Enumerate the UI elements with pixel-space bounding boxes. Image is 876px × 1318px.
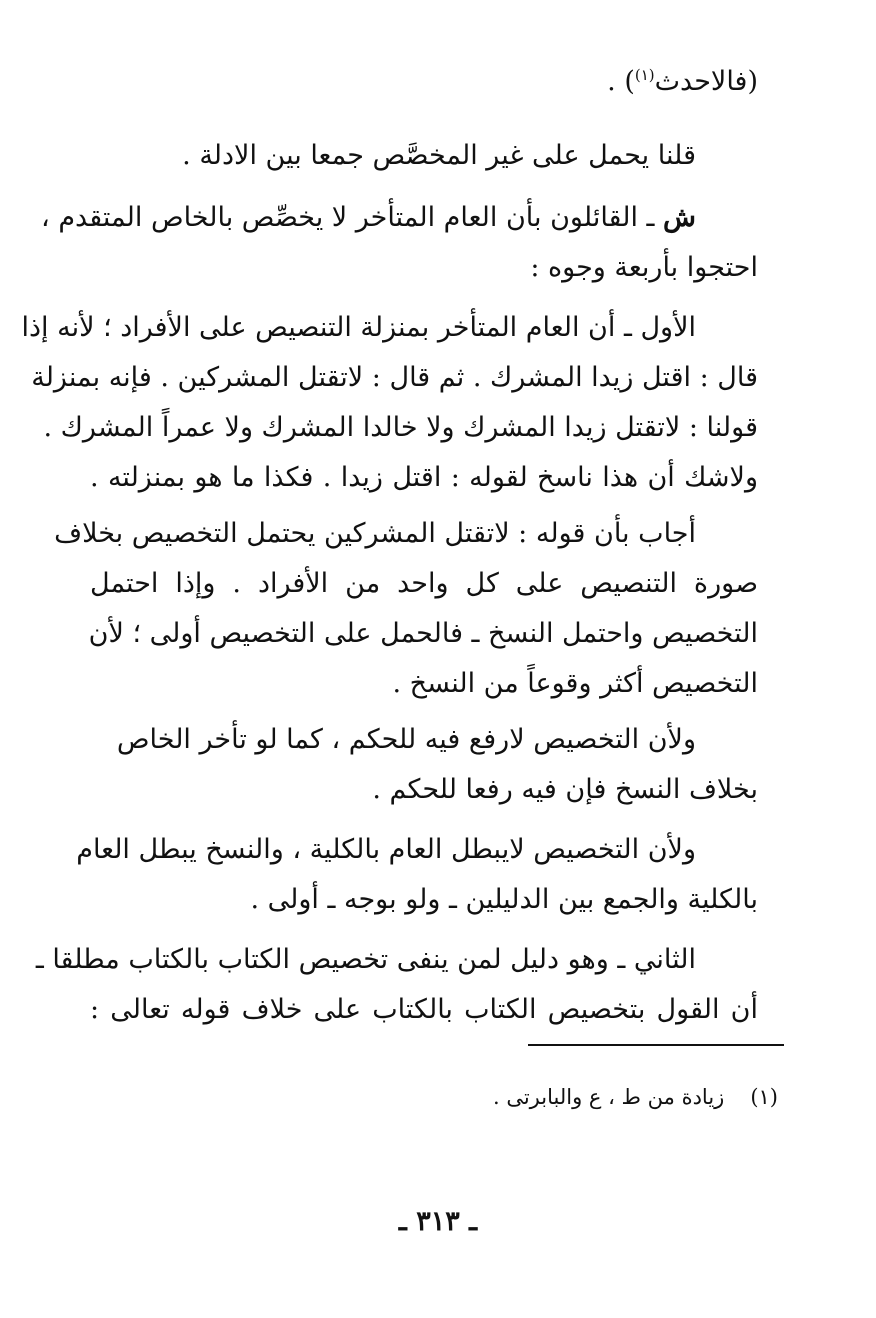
footnote-text: زيادة من ط ، ع والبابرتى . [492, 1085, 725, 1109]
footnote-number: (١) [750, 1085, 778, 1109]
text-line-9: أجاب بأن قوله : لاتقتل المشركين يحتمل التخصيص بخلاف [54, 518, 696, 549]
text-line-8: ولاشك أن هذا ناسخ لقوله : اقتل زيدا . فكذا ما هو بمنزلته . [90, 462, 758, 493]
page-number: ـ ٣١٣ ـ [398, 1206, 478, 1237]
sharh-marker: ش [663, 202, 696, 233]
text-line-1 [90, 62, 758, 102]
text-line-6: قال : اقتل زيدا المشرك . ثم قال : لاتقتل المشركين . فإنه بمنزلة [31, 362, 758, 393]
text-line-1-main: (فالاحدث [654, 66, 758, 97]
text-line-2: قلنا يحمل على غير المخصَّص جمعا بين الادلة . [182, 140, 696, 171]
footnote [300, 1082, 778, 1112]
text-line-3-main: القائلون بأن العام المتأخر لا يخصِّص بالخاص المتقدم ، [41, 202, 638, 233]
text-line-15: ولأن التخصيص لايبطل العام بالكلية ، والنسخ يبطل العام [76, 834, 696, 865]
text-line-7: قولنا : لاتقتل زيدا المشرك ولا خالدا المشرك ولا عمراً المشرك . [43, 412, 758, 443]
text-line-13: ولأن التخصيص لارفع فيه للحكم ، كما لو تأخر الخاص [116, 724, 696, 755]
text-line-12: التخصيص أكثر وقوعاً من النسخ . [392, 668, 758, 699]
text-line-3 [41, 198, 696, 238]
footnote-divider [528, 1044, 784, 1046]
text-line-5: الأول ـ أن العام المتأخر بمنزلة التنصيص على الأفراد ؛ لأنه إذا [21, 312, 696, 343]
text-line-18: أن القول بتخصيص الكتاب بالكتاب على خلاف قوله تعالى : [90, 994, 758, 1025]
text-line-17: الثاني ـ وهو دليل لمن ينفى تخصيص الكتاب بالكتاب مطلقا ـ [35, 944, 696, 975]
footnote-reference: (١) [634, 66, 655, 84]
text-line-4: احتجوا بأربعة وجوه : [530, 252, 758, 283]
text-line-14: بخلاف النسخ فإن فيه رفعا للحكم . [372, 774, 758, 805]
text-line-10: صورة التنصيص على كل واحد من الأفراد . وإذا احتمل [90, 568, 758, 599]
sharh-dash: ـ [637, 202, 664, 233]
text-line-11: التخصيص واحتمل النسخ ـ فالحمل على التخصيص أولى ؛ لأن [88, 618, 758, 649]
text-line-16: بالكلية والجمع بين الدليلين ـ ولو بوجه ـ أولى . [250, 884, 758, 915]
text-line-1-tail: ) . [607, 66, 635, 97]
